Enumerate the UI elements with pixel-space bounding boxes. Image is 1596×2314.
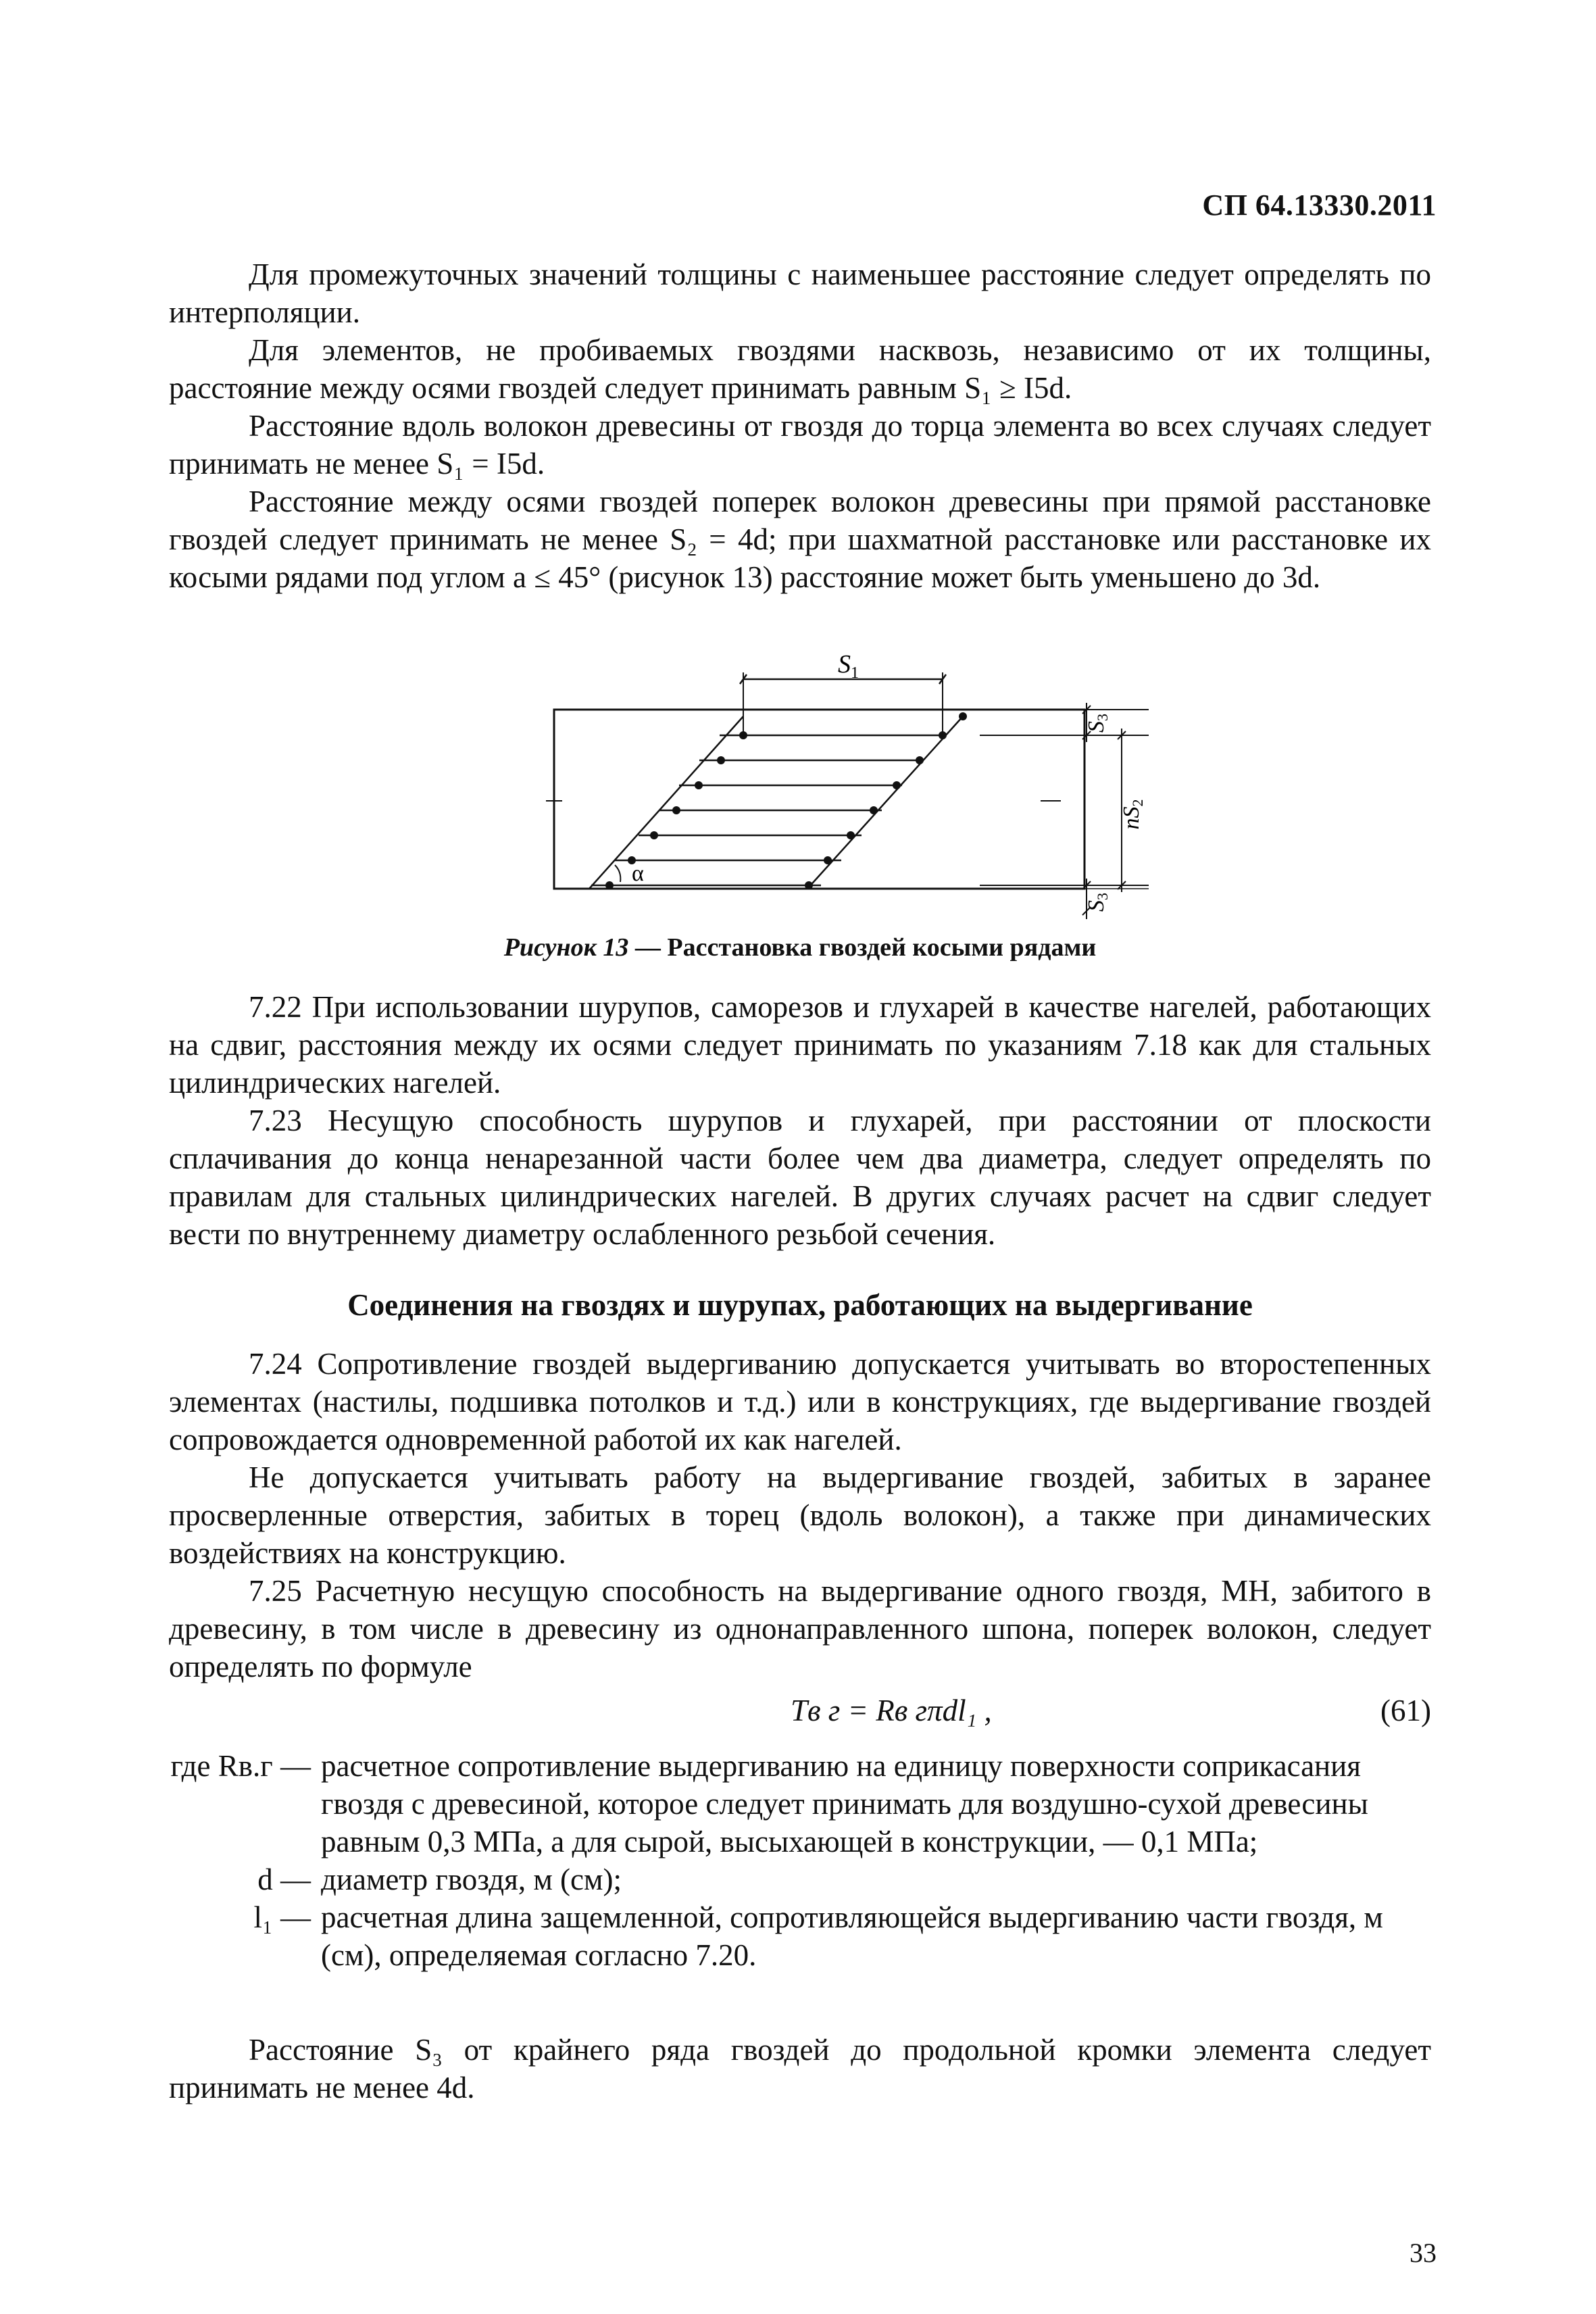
paragraph-not-pierced: Для элементов, не пробиваемых гвоздями насквозь, независимо от их толщины, расстояние между осями гвоздей следует принимать равным S₁ ≥ I5d. (169, 333, 1431, 405)
figure-number: Рисунок 13 (503, 933, 629, 962)
label-alpha: α (632, 861, 644, 886)
label-s3-top: S3 (1084, 714, 1111, 733)
definition-body: диаметр гвоздя, м (см); (321, 1863, 622, 1896)
figure-caption (169, 933, 1431, 962)
definition-term: l₁ — (253, 1900, 311, 1934)
nail-layout-figure (541, 649, 1149, 926)
document-code: СП 64.13330.2011 (1202, 189, 1437, 222)
paragraph-end-distance: Расстояние вдоль волокон древесины от гвоздя до торца элемента во всех случаях следует принимать не менее S₁ = I5d. (169, 409, 1431, 481)
label-s3-bottom: S3 (1084, 893, 1111, 912)
definition-term: где Rв.г — (170, 1749, 311, 1783)
definition-body: расчетное сопротивление выдергиванию на единицу поверхности соприкасания гвоздя с древесиной, которое следует принимать для воздушно-сухой древесины равным 0,3 МПа, а для сырой, высыхающей в конструкции, — 0,1 МПа; (321, 1749, 1368, 1858)
paragraph-7-24: 7.24 Сопротивление гвоздей выдергиванию допускается учитывать во второстепенных элементах (настилы, подшивка потолков и т.д.) или в конструкциях, где выдергивание гвоздей сопровождается одновременной работой их как нагелей. (169, 1347, 1431, 1456)
paragraph-not-allowed: Не допускается учитывать работу на выдергивание гвоздей, забитых в заранее просверленные отверстия, забитых в торец (вдоль волокон), а также при динамических воздействиях на конструкцию. (169, 1460, 1431, 1570)
paragraph-7-23: 7.23 Несущую способность шурупов и глухарей, при расстоянии от плоскости сплачивания до конца ненарезанной части более чем два диаметра, следует определять по правилам для стальных цилиндрических нагелей. В других случаях расчет на сдвиг следует вести по внутреннему диаметру ослабленного резьбой сечения. (169, 1104, 1431, 1251)
paragraph-7-25: 7.25 Расчетную несущую способность на выдергивание одного гвоздя, МН, забитого в древесину, в том числе в древесину из однонаправленного шпона, поперек волокон, следует определять по формуле (169, 1574, 1431, 1683)
figure-caption-text: — Расстановка гвоздей косыми рядами (628, 933, 1097, 962)
definition-term: d — (257, 1863, 311, 1896)
section-heading: Соединения на гвоздях и шурупах, работающих на выдергивание (347, 1288, 1253, 1322)
definition-l1 (169, 1898, 1431, 1974)
paragraph-7-22: 7.22 При использовании шурупов, саморезов и глухарей в качестве нагелей, работающих на сдвиг, расстояния между их осями следует принимать по указаниям 7.18 как для стальных цилиндрических нагелей. (169, 990, 1431, 1100)
paragraph-cross-grain-spacing: Расстояние между осями гвоздей поперек волокон древесины при прямой расстановке гвоздей следует принимать не менее S₂ = 4d; при шахматной расстановке или расстановке их косыми рядами под углом a ≤ 45° (рисунок 13) расстояние может быть уменьшено до 3d. (169, 485, 1431, 594)
formula-61: Tв г = Rв гπdl₁ , (791, 1694, 992, 1727)
paragraph-s3-distance: Расстояние S₃ от крайнего ряда гвоздей до продольной кромки элемента следует принимать не менее 4d. (169, 2033, 1431, 2104)
formula-number: (61) (1380, 1694, 1431, 1727)
nail-dots (605, 712, 967, 889)
definition-rvg (169, 1747, 1431, 1861)
definition-list (169, 1747, 1431, 1974)
definition-body: расчетная длина защемленной, сопротивляющейся выдергиванию части гвоздя, м (см), определяемая согласно 7.20. (321, 1900, 1383, 1972)
label-ns2: nS2 (1119, 799, 1146, 830)
paragraph-interpolation: Для промежуточных значений толщины с наименьшее расстояние следует определять по интерполяции. (169, 257, 1431, 329)
definition-d (169, 1861, 1431, 1898)
label-s1: $S_1$ (838, 650, 859, 682)
page-number: 33 (1410, 2238, 1437, 2268)
